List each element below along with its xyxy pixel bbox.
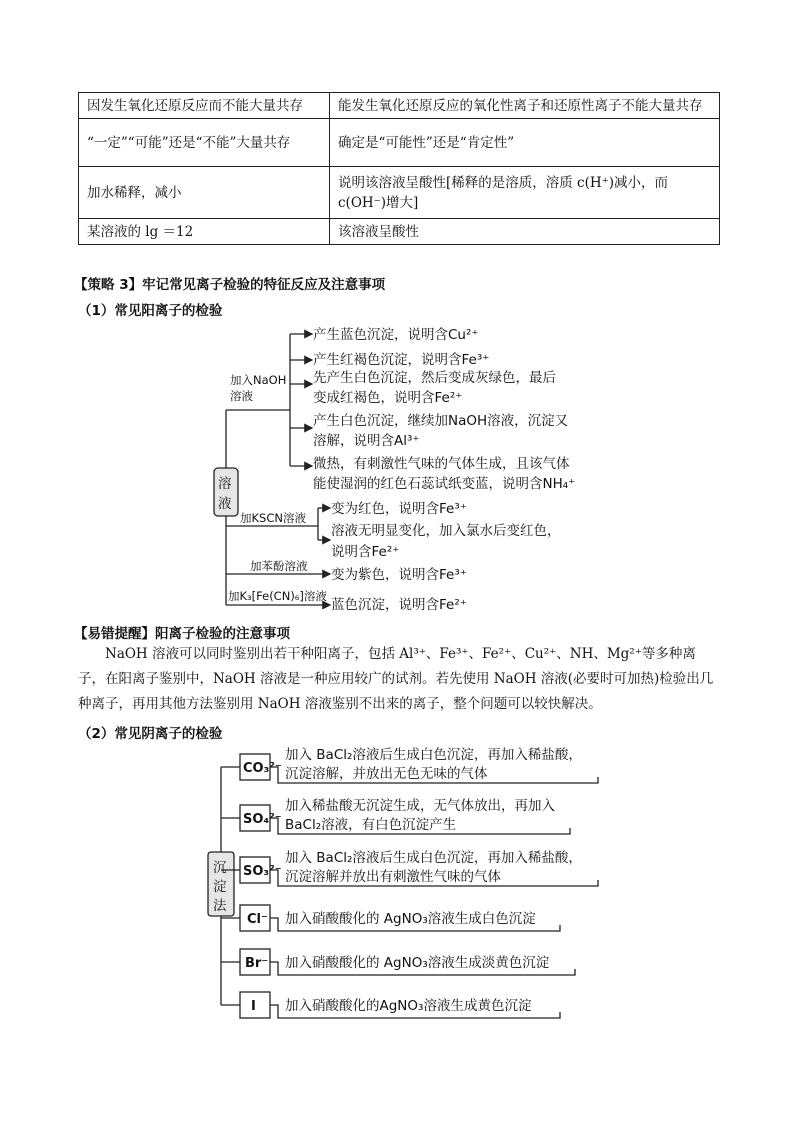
table-row [79,93,720,119]
k3-result: 蓝色沉淀，说明含Fe²⁺ [331,597,467,613]
phenol-result: 变为紫色，说明含Fe³⁺ [331,567,467,583]
cation-heading: （1）常见阳离子的检验 [78,303,223,319]
tip-heading [74,622,290,642]
anion-result: 加入硝酸酸化的 AgNO₃溶液生成白色沉淀 [285,911,536,927]
table-row [79,119,720,167]
kscn-result: 溶液无明显变化，加入氯水后变红色， [331,523,561,539]
anion-diagram [0,740,800,1030]
anion-result: 沉淀溶解并放出有刺激性气味的气体 [285,869,501,885]
reagent-phenol-label: 加苯酚溶液 [250,559,308,573]
anion-ion: CO₃²⁻ [243,761,282,776]
reagent-k3-label: 加K₃[Fe(CN)₆]溶液 [228,589,327,603]
anion-ion: SO₃²⁻ [243,864,282,879]
anion-ion: SO₄²⁻ [243,812,282,827]
table-cell: 该溶液呈酸性 [330,219,720,245]
anion-heading: （2）常见阴离子的检验 [78,726,223,742]
anion-result: 加入 BaCl₂溶液后生成白色沉淀，再加入稀盐酸， [285,850,582,866]
strategy-tag: 【策略 3】 [74,277,143,293]
reagent-naoh-label: 溶液 [230,389,253,403]
anion-result: 加入稀盐酸无沉淀生成，无气体放出，再加入 [285,798,555,814]
naoh-result: 先产生白色沉淀，然后变成灰绿色，最后 [313,370,556,386]
kscn-result: 说明含Fe²⁺ [331,544,400,560]
cation-root-char: 溶 [218,476,232,492]
tip-title: 阳离子检验的注意事项 [155,626,290,642]
anion-root-char: 法 [213,898,227,914]
naoh-result: 产生白色沉淀，继续加NaOH溶液，沉淀又 [313,413,569,429]
strategy-title: 牢记常见离子检验的特征反应及注意事项 [142,277,386,293]
naoh-result: 产生红褐色沉淀，说明含Fe³⁺ [313,352,490,368]
table-cell: “一定”“可能”还是“不能”大量共存 [79,119,330,167]
table-row [79,219,720,245]
table-cell: 某溶液的 lg ＝12 [79,219,330,245]
table-cell: 确定是“可能性”还是“肯定性” [330,119,720,167]
tip-tag: 【易错提醒】 [74,626,155,642]
table-cell: 能发生氧化还原反应的氧化性离子和还原性离子不能大量共存 [330,93,720,119]
cation-root-char: 液 [218,496,232,512]
naoh-result: 能使湿润的红色石蕊试纸变蓝，说明含NH₄⁺ [313,476,576,492]
anion-ion: I [251,999,256,1014]
comparison-table [78,92,720,245]
reagent-naoh-label: 加入NaOH [230,373,287,387]
kscn-result: 变为红色，说明含Fe³⁺ [331,501,467,517]
anion-result: BaCl₂溶液，有白色沉淀产生 [285,817,457,833]
tip-body: NaOH 溶液可以同时鉴别出若干种阳离子，包括 Al³⁺、Fe³⁺、Fe²⁺、Cu²⁺、NH、Mg²⁺等多种离子，在阳离子鉴别中，NaOH 溶液是一种应用较广的试剂。若先使用 NaOH 溶液(必要时可加热)检验出几种离子，再用其他方法鉴别用 NaOH 溶液鉴别不出来的离子，整个问题可以较快解决。 [78,646,714,712]
anion-root-char: 沉 [213,860,227,876]
naoh-result: 溶解，说明含Al³⁺ [313,433,420,449]
anion-result: 加入硝酸酸化的 AgNO₃溶液生成淡黄色沉淀 [285,955,550,971]
table-cell: 说明该溶液呈酸性[稀释的是溶质，溶质 c(H⁺)减小，而 c(OH⁻)增大] [330,167,720,219]
strategy-heading [74,273,385,293]
anion-result: 加入硝酸酸化的AgNO₃溶液生成黄色沉淀 [285,998,532,1014]
anion-result: 加入 BaCl₂溶液后生成白色沉淀，再加入稀盐酸， [285,747,582,763]
table-cell: 加水稀释，减小 [79,167,330,219]
cation-diagram [0,318,800,618]
naoh-result: 微热，有刺激性气味的气体生成，且该气体 [313,456,570,472]
anion-ion: Cl⁻ [247,912,268,927]
table-row [79,167,720,219]
table-cell: 因发生氧化还原反应而不能大量共存 [79,93,330,119]
naoh-result: 产生蓝色沉淀，说明含Cu²⁺ [313,327,479,343]
naoh-result: 变成红褐色，说明含Fe²⁺ [313,390,463,406]
reagent-kscn-label: 加KSCN溶液 [240,511,306,525]
anion-root-char: 淀 [213,879,227,895]
anion-ion: Br⁻ [245,956,269,971]
anion-result: 沉淀溶解，并放出无色无味的气体 [285,766,488,782]
